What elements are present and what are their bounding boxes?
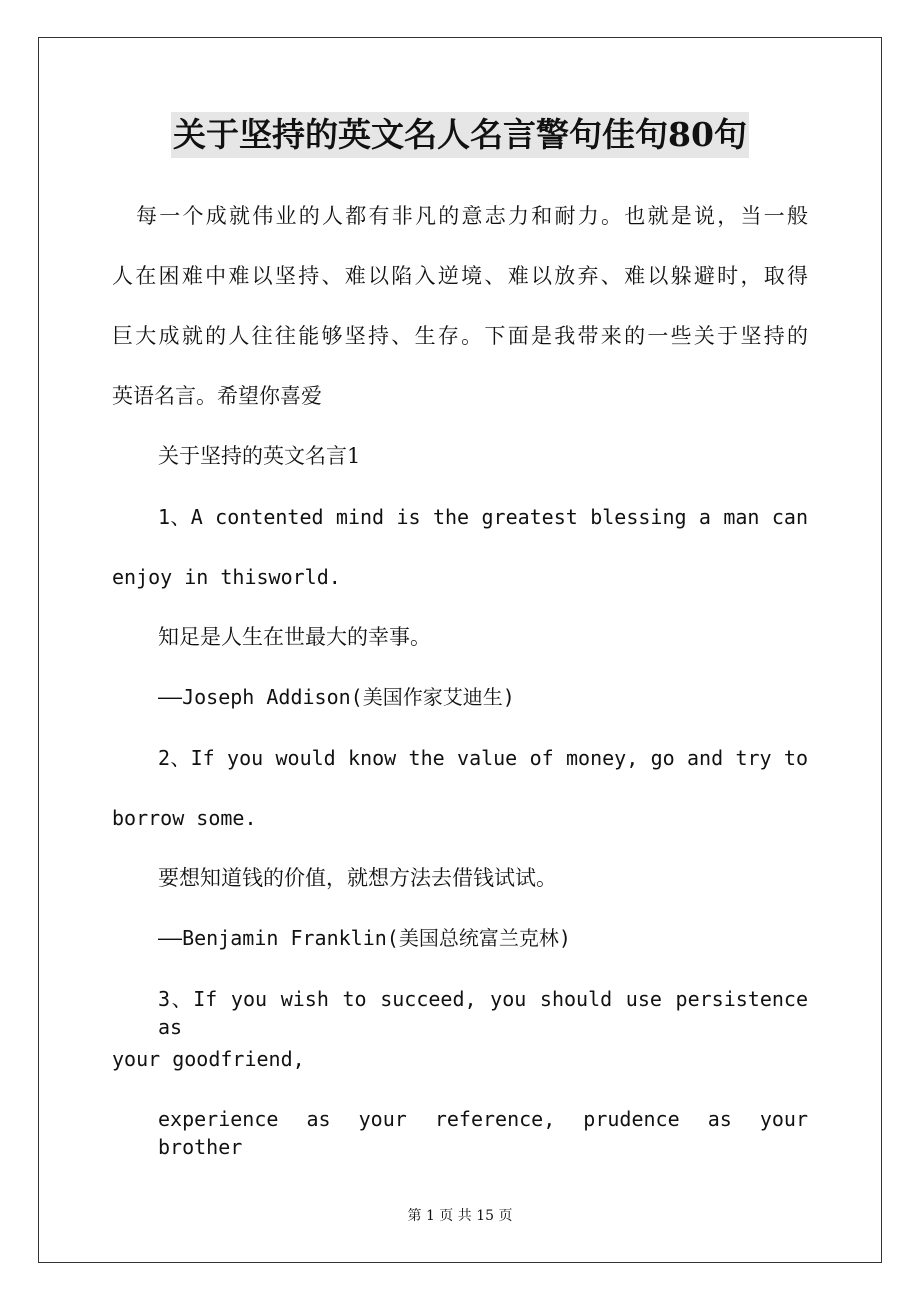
quote-3-en-line-2: your goodfriend, [112,1047,305,1071]
section-heading: 关于坚持的英文名言1 [158,444,361,468]
document-title: 关于坚持的英文名人名言警句佳句80句 [171,112,749,158]
quote-1-en-line-1: 1、A contented mind is the greatest blessing a man can [158,505,808,529]
intro-line-4: 英语名言。希望你喜爱 [112,384,322,408]
intro-line-3: 巨大成就的人往往能够坚持、生存。下面是我带来的一些关于坚持的 [112,324,808,348]
quote-1-author: ——Joseph Addison(美国作家艾迪生) [158,685,515,709]
quote-3-en-line-1: 3、If you wish to succeed, you should use persistence as [158,987,808,1039]
page-footer: 第 1 页 共 15 页 [407,1208,513,1224]
quote-2-en-line-1: 2、If you would know the value of money, go and try to [158,746,808,770]
intro-line-2: 人在困难中难以坚持、难以陷入逆境、难以放弃、难以躲避时，取得 [112,264,808,288]
quote-3-en-line-3: experience as your reference, prudence as your brother [158,1107,808,1159]
quote-2-author: ——Benjamin Franklin(美国总统富兰克林) [158,926,571,950]
quote-1-en-line-2: enjoy in thisworld. [112,565,341,589]
quote-1-zh: 知足是人生在世最大的幸事。 [158,625,431,649]
quote-2-en-line-2: borrow some. [112,806,257,830]
intro-line-1: 每一个成就伟业的人都有非凡的意志力和耐力。也就是说，当一般 [136,204,808,228]
quote-2-zh: 要想知道钱的价值，就想方法去借钱试试。 [158,866,557,890]
title-wrap [0,112,920,158]
